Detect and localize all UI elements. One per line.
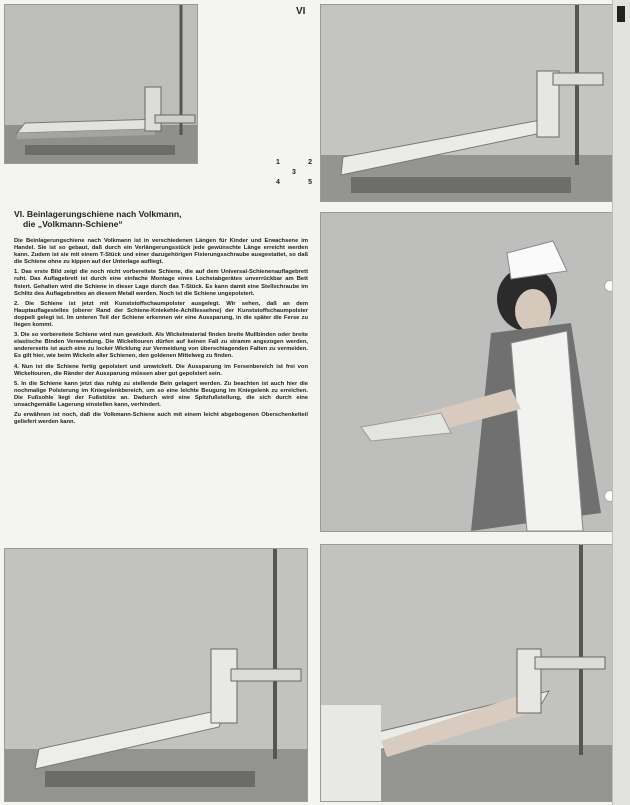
photo-2-padded-splint — [320, 4, 614, 202]
key-5: 5 — [308, 179, 312, 186]
paragraph-intro: Die Beinlagerungschiene nach Volkmann ist in verschiedenen Längen für Kinder und Erwachsene im Handel. Sie ist so gebaut, daß durch ein Verlängerungsstück jede gewünschte Länge erreicht werden kann. Zudem ist sie mit einem T-Stück und einer dazugehörigen Fixierungsschraube ausgestattet, so daß die Schiene ohne zu kippen auf der Unterlage aufliegt. — [14, 238, 308, 266]
photo-3-nurse-wrapping — [320, 212, 614, 532]
key-3: 3 — [292, 169, 296, 176]
page-number: VI — [296, 6, 306, 17]
photo-4-wrapped-splint — [4, 548, 308, 802]
figure-layout-key — [276, 158, 312, 188]
paragraph-1: 1. Das erste Bild zeigt die noch nicht vorbereitete Schiene, die auf dem Universal-Schienenauflagebrett ruht. Das Auflagebrett ist durch eine einfache Montage eines Lochstabgerätes unverrückbar am Bett fixiert. Gehalten wird die Schiene in dieser Lage durch das T-Stück. Es kann damit eine Stellschraube im Schlitz des Auflagebrettes an diesem Metall werden. Noch ist die Schiene ungepolstert. — [14, 269, 308, 297]
paragraph-4: 4. Nun ist die Schiene fertig gepolstert und umwickelt. Die Aussparung im Fersenbereich ist frei von Wickeltouren, die Ränder der Aussparung müssen aber gut gepolstert sein. — [14, 363, 308, 377]
paragraph-closing: Zu erwähnen ist noch, daß die Volkmann-Schiene auch mit einem leicht abgebogenen Oberschenkelteil geliefert werden kann. — [14, 412, 308, 426]
heading-line-1: VI. Beinlagerungschiene nach Volkmann, — [14, 209, 182, 219]
paragraph-2: 2. Die Schiene ist jetzt mit Kunststoffschaumpolster ausgelegt. Wir sehen, daß an dem Hauptauflagestelles (oberer Rand der Schiene-Kniekehle-Achillessehne) der Kunststoffschaumpolster doppelt gelegt ist. Im unteren Teil der Schiene erkennen wir eine Aussparung, in die später die Ferse zu liegen kommt. — [14, 300, 308, 329]
paragraph-3: 3. Die so vorbereitete Schiene wird nun gewickelt. Als Wickelmaterial finden breite Mullbinden oder breite elastische Binden Verwendung. Die Wickeltouren dürfen auf keinen Fall zu stramm angezogen werden, andererseits ist auch eine zu locker Wicklung zur Vermeidung von überschiagenden Falten zu vermeiden. Es gilt hier, wie beim Wickeln aller Schienen, den goldenen Mittelweg zu finden. — [14, 332, 308, 360]
edge-mark — [617, 6, 625, 22]
adjacent-page-edge — [612, 0, 630, 805]
photo-1-unpadded-splint — [4, 4, 198, 164]
photo-5-leg-in-splint — [320, 544, 614, 802]
key-2: 2 — [308, 159, 312, 166]
body-text — [14, 238, 308, 429]
heading-line-2: die „Volkmann-Schiene“ — [23, 219, 123, 229]
paragraph-5: 5. In die Schiene kann jetzt das ruhig zu stellende Bein gelagert werden. Zu beachten ist auch hier die nochmalige Polsterung im Kniegelenkbereich, um so eine leichte Beugung im Kniegelenk zu erreichen. Die Fußsohle liegt der Fußstütze an. Dadurch wird eine Spitzfußstellung, die sich durch eine unsachgemäße Lagerung einstellen kann, verhindert. — [14, 380, 308, 408]
key-1: 1 — [276, 159, 280, 166]
key-4: 4 — [276, 179, 280, 186]
section-heading — [14, 209, 306, 229]
